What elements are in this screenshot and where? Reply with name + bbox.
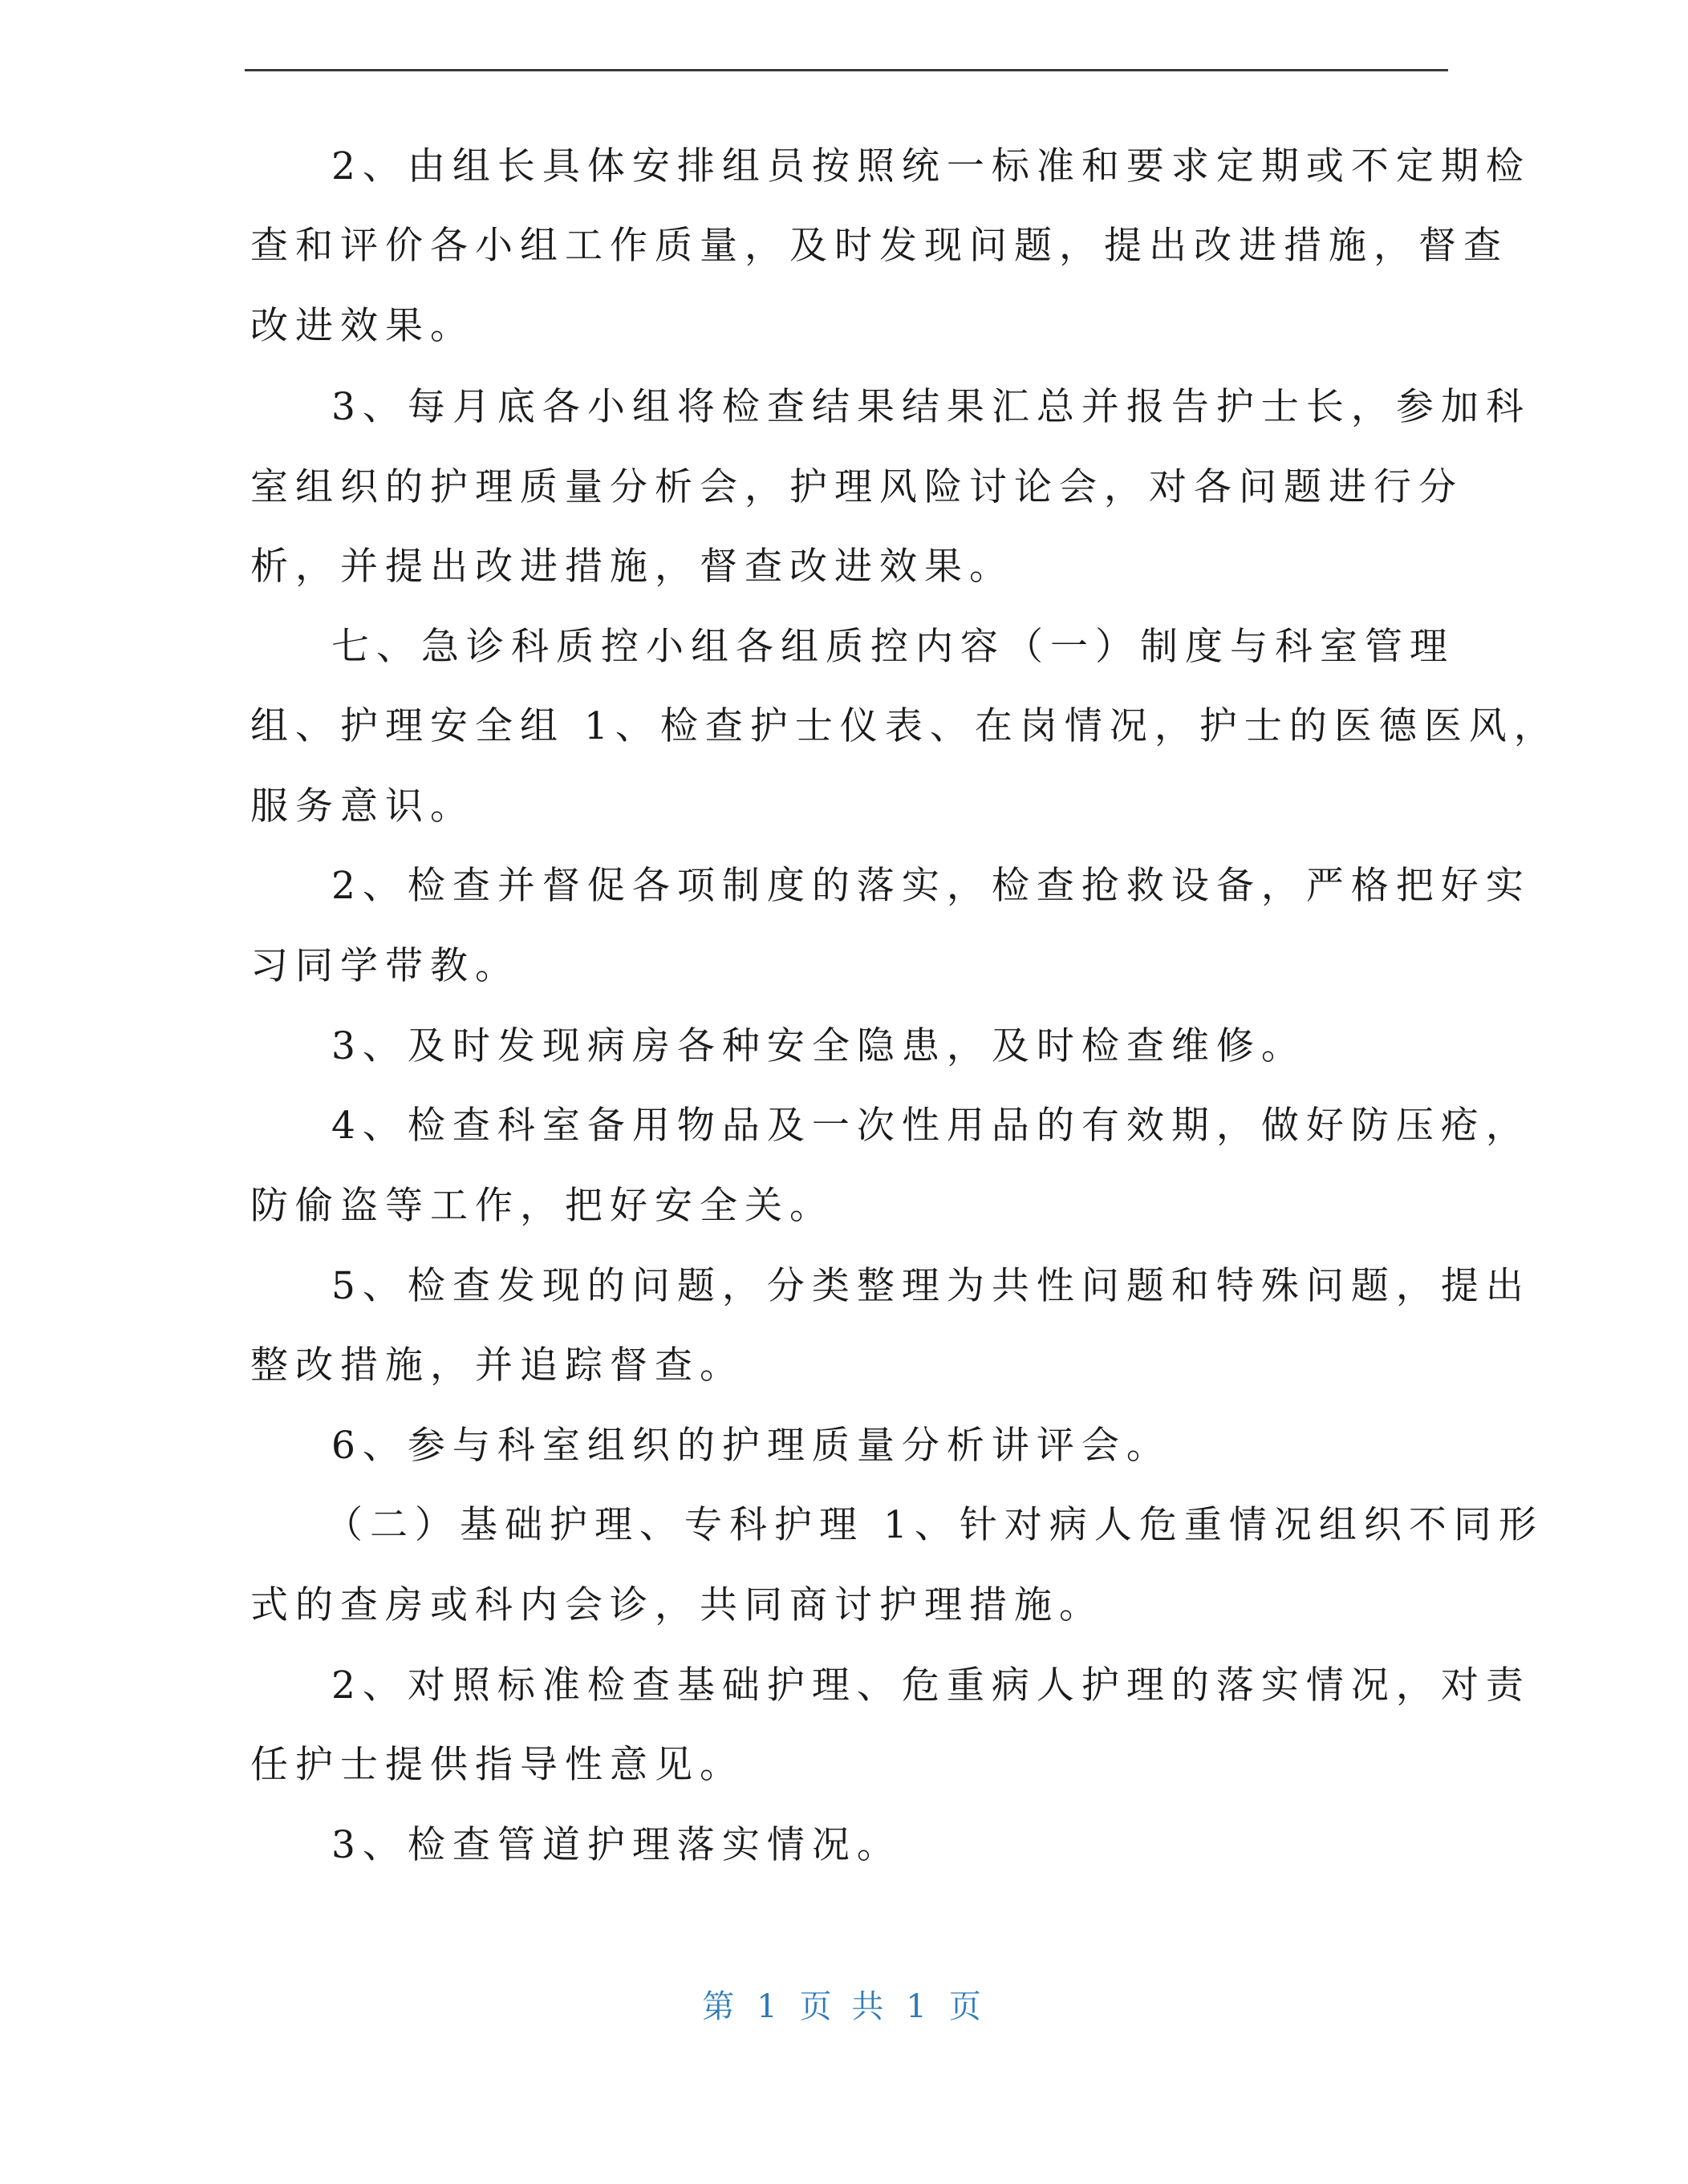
text-line: （二）基础护理、专科护理 1、针对病人危重情况组织不同形 [325, 1503, 1544, 1547]
footer-page-number: 1 [757, 1988, 782, 2025]
text-line: 七、急诊科质控小组各组质控内容（一）制度与科室管理 [331, 625, 1455, 669]
text-line: 析，并提出改进措施，督查改进效果。 [250, 545, 1014, 589]
text-line: 组、护理安全组 1、检查护士仪表、在岗情况，护士的医德医风， [250, 704, 1559, 748]
text-line: 6、参与科室组织的护理质量分析讲评会。 [331, 1424, 1171, 1468]
text-line: 习同学带教。 [250, 944, 520, 988]
text-line: 改进效果。 [250, 304, 475, 348]
footer-total-pages: 1 [906, 1988, 931, 2025]
text-line: 室组织的护理质量分析会，护理风险讨论会，对各问题进行分 [250, 465, 1463, 509]
text-line: 查和评价各小组工作质量，及时发现问题，提出改进措施，督查 [250, 224, 1508, 268]
text-line: 2、对照标准检查基础护理、危重病人护理的落实情况，对责 [331, 1663, 1531, 1708]
footer-suffix: 页 [948, 1988, 986, 2025]
footer-prefix: 第 [702, 1988, 740, 2025]
text-line: 5、检查发现的问题，分类整理为共性问题和特殊问题，提出 [331, 1264, 1531, 1308]
header-rule [245, 69, 1448, 71]
text-line: 3、每月底各小组将检查结果结果汇总并报告护士长，参加科 [331, 385, 1531, 429]
text-line: 整改措施，并追踪督查。 [250, 1343, 745, 1388]
text-line: 3、检查管道护理落实情况。 [331, 1823, 902, 1867]
text-line: 式的查房或科内会诊，共同商讨护理措施。 [250, 1583, 1104, 1627]
footer-middle: 页 共 [799, 1988, 889, 2025]
page-footer [0, 1981, 1688, 2027]
text-line: 任护士提供指导性意见。 [250, 1743, 745, 1787]
text-line: 2、由组长具体安排组员按照统一标准和要求定期或不定期检 [331, 144, 1531, 188]
text-line: 3、及时发现病房各种安全隐患，及时检查维修。 [331, 1024, 1306, 1068]
text-line: 防偷盗等工作，把好安全关。 [250, 1184, 834, 1228]
text-line: 服务意识。 [250, 784, 475, 829]
text-line: 2、检查并督促各项制度的落实，检查抢救设备，严格把好实 [331, 864, 1531, 908]
text-line: 4、检查科室备用物品及一次性用品的有效期，做好防压疮， [331, 1104, 1531, 1148]
